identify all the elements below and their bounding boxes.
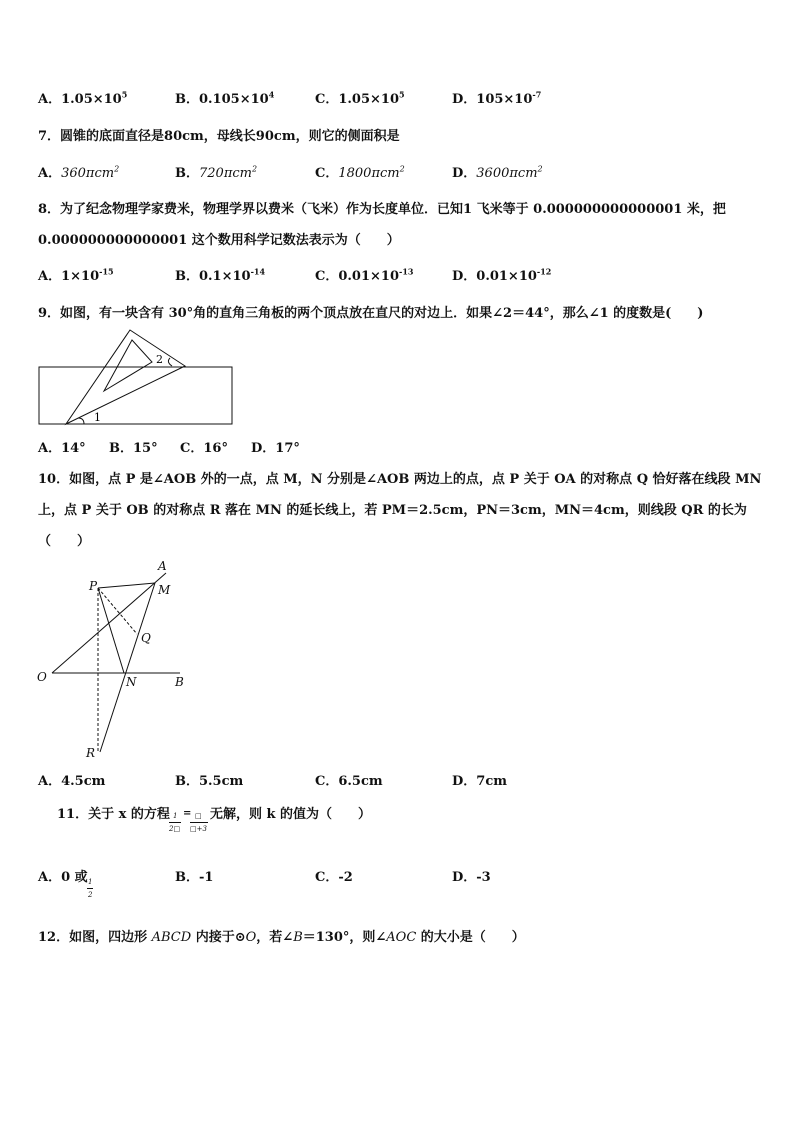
q10-stem-line1: 10．如图，点 P 是∠AOB 外的一点，点 M，N 分别是∠AOB 两边上的点，点 P 关于 OA 的对称点 Q 恰好落在线段 MN <box>38 472 762 487</box>
q11-option-a: A．0 或 <box>38 870 88 885</box>
q10-option-d: D．7cm <box>452 774 507 789</box>
q9-option-b: B．15° <box>109 441 158 456</box>
label-Q: Q <box>141 631 151 645</box>
label-O: O <box>37 670 47 684</box>
q11-frac1-numerator: 1 <box>173 812 178 820</box>
q6-option-a: A．$1.05\times 10^5$ <box>38 89 128 107</box>
q9-option-a: A．14° <box>38 441 86 456</box>
q10-option-c: C．6.5cm <box>315 774 383 789</box>
q8-stem-line2: 0.000000000000001 这个数用科学记数法表示为（ ） <box>38 233 400 248</box>
q6-option-c: C．$1.05\times 10^5$ <box>315 89 405 107</box>
segment-PM <box>98 583 155 588</box>
segment-PN <box>98 588 124 673</box>
q7-stem: 7．圆锥的底面直径是80cm，母线长90cm，则它的侧面积是 <box>38 129 400 144</box>
q11-option-b: B．-1 <box>175 870 214 885</box>
q10-stem-line3: （ ） <box>38 534 91 549</box>
line-MR <box>100 583 155 752</box>
q11-stem-pre: 11．关于 x 的方程 <box>57 807 170 822</box>
q11-frac1-denominator: 2□ <box>169 825 181 833</box>
q6-option-b: B．$0.105\times 10^4$ <box>175 89 275 107</box>
label-B: B <box>175 675 184 689</box>
label-A: A <box>158 559 167 573</box>
q6-option-d: D．$105\times 10^{-7}$ <box>452 89 542 107</box>
q9-stem: 9．如图，有一块含有 30°角的直角三角板的两个顶点放在直尺的对边上．如果∠2＝44°，那么∠1 的度数是( ) <box>38 306 704 321</box>
q8-option-c: C．$0.01\times 10^{-13}$ <box>315 266 414 284</box>
q11-equals: = <box>183 808 192 819</box>
q7-option-c: C．1800πcm$^2$ <box>315 164 405 181</box>
angle-1-label: 1 <box>94 411 101 424</box>
q11-frac1-bar <box>169 822 181 823</box>
angle-2-label: 2 <box>156 353 163 366</box>
q11-option-d: D．-3 <box>452 870 491 885</box>
q7-option-d: D．3600πcm$^2$ <box>452 164 543 181</box>
q11-stem-post: 无解，则 k 的值为（ ） <box>210 807 372 822</box>
label-M: M <box>158 583 171 597</box>
q11-option-a-numerator: 1 <box>88 878 93 886</box>
q11-frac2-denominator: □+3 <box>190 825 207 833</box>
q11-option-a-denominator: 2 <box>88 891 93 899</box>
q11-frac2-numerator: □ <box>195 812 202 820</box>
q11-frac2-bar <box>190 822 208 823</box>
q10-option-a: A．4.5cm <box>38 774 106 789</box>
label-N: N <box>126 675 137 689</box>
q11-option-a-bar <box>87 888 93 889</box>
q7-option-b: B．720πcm$^2$ <box>175 164 258 181</box>
q8-option-a: A．$1\times 10^{-15}$ <box>38 266 114 284</box>
q9-option-c: C．16° <box>180 441 228 456</box>
q12-stem: 12．如图，四边形 ABCD 内接于⊙O，若∠B＝130°，则∠AOC 的大小是（ ） <box>38 930 525 945</box>
label-R: R <box>86 746 96 760</box>
q10-option-b: B．5.5cm <box>175 774 244 789</box>
q8-option-b: B．$0.1\times 10^{-14}$ <box>175 266 266 284</box>
q9-option-d: D．17° <box>251 441 300 456</box>
q8-stem-line1: 8．为了纪念物理学家费米，物理学界以费米（飞米）作为长度单位．已知1 飞米等于 0.000000000000001 米，把 <box>38 202 726 217</box>
q7-option-a: A．360πcm$^2$ <box>38 164 120 181</box>
q8-option-d: D．$0.01\times 10^{-12}$ <box>452 266 552 284</box>
q11-option-c: C．-2 <box>315 870 353 885</box>
label-P: P <box>89 579 98 593</box>
q10-stem-line2: 上，点 P 关于 OB 的对称点 R 落在 MN 的延长线上，若 PM＝2.5cm，PN＝3cm，MN＝4cm，则线段 QR 的长为 <box>38 503 747 518</box>
